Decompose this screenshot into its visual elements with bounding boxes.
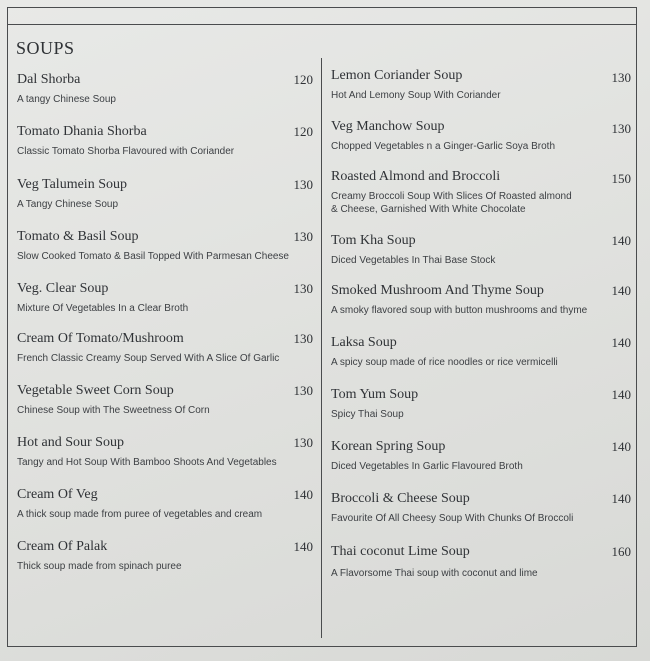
- item-name: Cream Of Veg: [17, 487, 98, 502]
- item-price: 130: [611, 121, 631, 136]
- menu-item-veg-clear-soup: [17, 281, 313, 315]
- item-price: 140: [611, 283, 631, 298]
- item-description: A Tangy Chinese Soup: [17, 199, 119, 210]
- item-price: 130: [293, 281, 313, 296]
- menu-item-veg-manchow-soup: [331, 119, 631, 153]
- item-name: Korean Spring Soup: [331, 439, 446, 454]
- menu-item-korean-spring-soup: [331, 439, 631, 473]
- item-price: 130: [293, 229, 313, 244]
- menu-item-tom-yum-soup: [331, 387, 631, 421]
- item-description: Favourite Of All Cheesy Soup With Chunks Of Broccoli: [331, 513, 574, 524]
- item-price: 140: [611, 439, 631, 454]
- item-description: Tangy and Hot Soup With Bamboo Shoots And Vegetables: [17, 457, 277, 468]
- item-description: Thick soup made from spinach puree: [17, 561, 182, 572]
- item-name: Veg Manchow Soup: [331, 119, 445, 134]
- menu-item-vegetable-sweet-corn-soup: [17, 383, 313, 417]
- item-name: Tomato & Basil Soup: [17, 229, 139, 244]
- item-description: Mixture Of Vegetables In a Clear Broth: [17, 303, 189, 314]
- item-name: Smoked Mushroom And Thyme Soup: [331, 283, 544, 298]
- item-description: Creamy Broccoli Soup With Slices Of Roasted almond: [331, 191, 572, 202]
- item-description-line-2: & Cheese, Garnished With White Chocolate: [331, 204, 526, 215]
- item-price: 160: [611, 544, 631, 559]
- menu-item-thai-coconut-lime-soup: [331, 544, 631, 580]
- item-description: A Flavorsome Thai soup with coconut and lime: [331, 568, 538, 579]
- menu-item-cream-of-tomato-mushroom: [17, 331, 313, 365]
- item-name: Dal Shorba: [17, 72, 81, 87]
- item-name: Tom Kha Soup: [331, 233, 416, 248]
- item-name: Tom Yum Soup: [331, 387, 419, 402]
- item-name: Thai coconut Lime Soup: [331, 544, 470, 559]
- item-name: Vegetable Sweet Corn Soup: [17, 383, 174, 398]
- item-description: Chopped Vegetables n a Ginger-Garlic Soya Broth: [331, 141, 556, 152]
- item-price: 140: [611, 491, 631, 506]
- item-description: Slow Cooked Tomato & Basil Topped With Parmesan Cheese: [17, 251, 289, 262]
- menu-item-hot-and-sour-soup: [17, 435, 313, 469]
- item-description: French Classic Creamy Soup Served With A Slice Of Garlic: [17, 353, 280, 364]
- item-price: 130: [293, 383, 313, 398]
- item-price: 130: [293, 435, 313, 450]
- item-price: 130: [611, 70, 631, 85]
- item-name: Lemon Coriander Soup: [331, 68, 463, 83]
- item-description: Spicy Thai Soup: [331, 409, 404, 420]
- item-price: 140: [611, 233, 631, 248]
- item-description: Diced Vegetables In Garlic Flavoured Broth: [331, 461, 523, 472]
- menu-item-lemon-coriander-soup: [331, 68, 631, 102]
- menu-item-cream-of-palak: [17, 539, 313, 573]
- item-name: Roasted Almond and Broccoli: [331, 169, 501, 184]
- item-price: 140: [611, 335, 631, 350]
- item-price: 150: [611, 171, 631, 186]
- item-name: Tomato Dhania Shorba: [17, 124, 147, 139]
- item-price: 140: [611, 387, 631, 402]
- item-description: A smoky flavored soup with button mushrooms and thyme: [331, 305, 588, 316]
- menu-item-tomato-dhania-shorba: [17, 124, 313, 158]
- item-price: 140: [293, 539, 313, 554]
- item-description: Chinese Soup with The Sweetness Of Corn: [17, 405, 210, 416]
- menu-item-broccoli-cheese-soup: [331, 491, 631, 525]
- item-name: Broccoli & Cheese Soup: [331, 491, 470, 506]
- section-title: SOUPS: [16, 38, 75, 58]
- item-price: 140: [293, 487, 313, 502]
- item-price: 120: [293, 124, 313, 139]
- column-divider: [321, 58, 322, 638]
- item-description: A spicy soup made of rice noodles or rice vermicelli: [331, 357, 558, 368]
- item-name: Veg. Clear Soup: [17, 281, 109, 296]
- item-price: 130: [293, 331, 313, 346]
- item-description: A tangy Chinese Soup: [17, 94, 116, 105]
- menu-item-smoked-mushroom-thyme-soup: [331, 283, 631, 317]
- item-price: 120: [293, 72, 313, 87]
- item-description: A thick soup made from puree of vegetables and cream: [17, 509, 263, 520]
- menu-item-tom-kha-soup: [331, 233, 631, 267]
- item-name: Laksa Soup: [331, 335, 397, 350]
- item-name: Cream Of Tomato/Mushroom: [17, 331, 184, 346]
- menu-item-dal-shorba: [17, 72, 313, 106]
- menu-item-cream-of-veg: [17, 487, 313, 521]
- menu-item-roasted-almond-and-broccoli: [331, 169, 631, 216]
- item-name: Hot and Sour Soup: [17, 435, 124, 450]
- item-price: 130: [293, 177, 313, 192]
- item-description: Hot And Lemony Soup With Coriander: [331, 90, 501, 101]
- item-description: Classic Tomato Shorba Flavoured with Coriander: [17, 146, 235, 157]
- menu-item-tomato-basil-soup: [17, 229, 313, 263]
- menu-item-laksa-soup: [331, 335, 631, 369]
- item-name: Veg Talumein Soup: [17, 177, 127, 192]
- item-name: Cream Of Palak: [17, 539, 108, 554]
- menu-item-veg-talumein-soup: [17, 177, 313, 211]
- item-description: Diced Vegetables In Thai Base Stock: [331, 255, 496, 266]
